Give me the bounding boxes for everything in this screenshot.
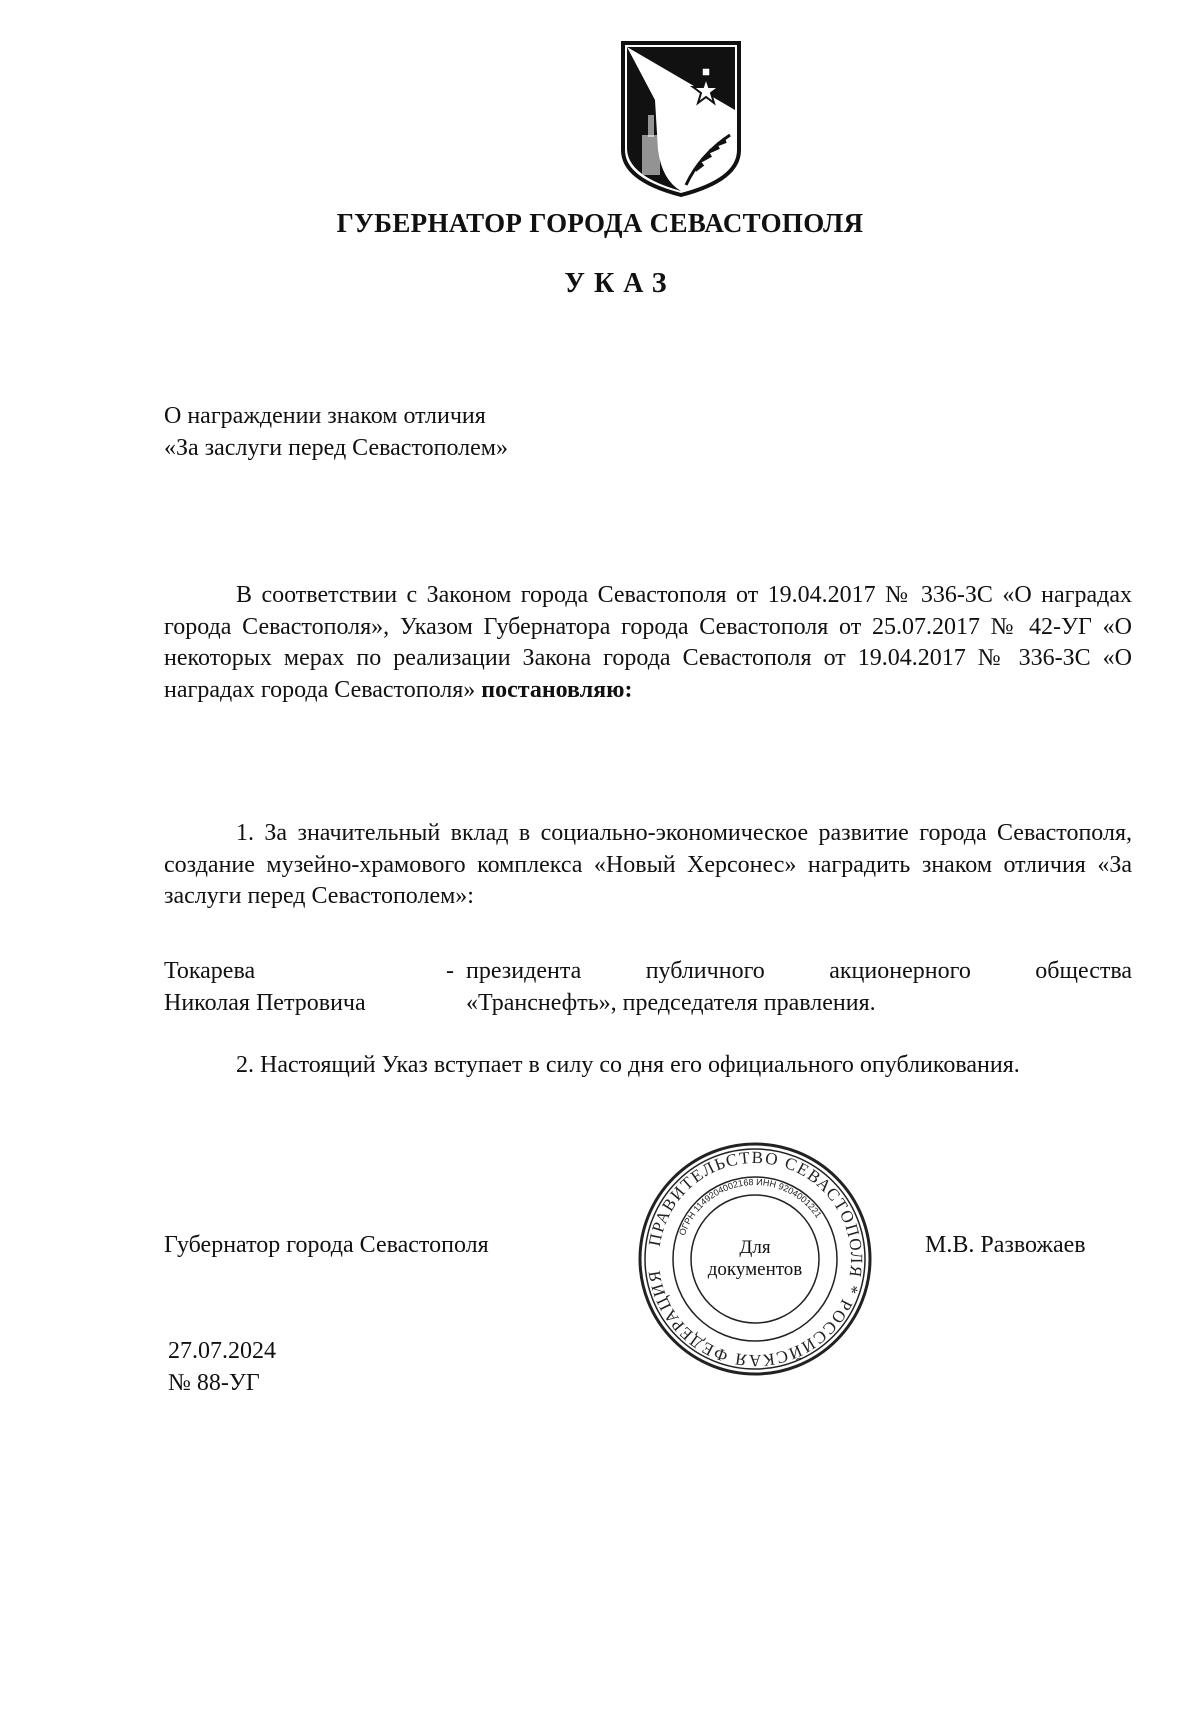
document-type-title: УКАЗ [564, 268, 676, 299]
clause-2-text: 2. Настоящий Указ вступает в силу со дня его официального опубликования. [236, 1052, 1020, 1078]
clause-1-text: 1. За значительный вклад в социально-экономическое развитие города Севастополя, создание музейно-храмового комплекса «Новый Херсонес» наградить знаком отличия «За заслуги перед Севастополем»: [164, 820, 1132, 909]
coat-of-arms-emblem [620, 40, 742, 198]
awardee-name [164, 955, 444, 1019]
position-word: акционерного [829, 958, 971, 984]
awardee-given-names: Николая Петровича [164, 990, 366, 1016]
position-word: президента [466, 958, 582, 984]
position-word: общества [1035, 958, 1132, 984]
document-date-number [168, 1335, 276, 1399]
seal-center-line-2: документов [707, 1259, 803, 1280]
document-number: № 88-УГ [168, 1370, 260, 1396]
signatory-name: М.В. Развожаев [925, 1232, 1086, 1258]
subject-line-1: О награждении знаком отличия [164, 403, 486, 429]
position-word: публичного [645, 958, 765, 984]
awardee-position [466, 955, 1132, 1019]
signatory-title: Губернатор города Севастополя [164, 1232, 489, 1258]
decree-subject [164, 400, 764, 464]
preamble-paragraph [164, 580, 1132, 706]
official-seal [636, 1140, 874, 1378]
awardee-position-line-2: «Транснефть», председателя правления. [466, 990, 876, 1016]
seal-center-text [636, 1140, 874, 1378]
decree-word: постановляю: [481, 676, 633, 703]
awardee-surname: Токарева [164, 958, 256, 984]
preamble-text: В соответствии с Законом города Севастополя от 19.04.2017 № 336-ЗС «О наградах города Севастополя», Указом Губернатора города Севастополя от 25.07.2017 № 42-УГ «О некоторых мерах по реализации Закона города Севастополя от 19.04.2017 № 336-ЗС «О наградах города Севастополя» [164, 582, 1132, 703]
clause-2 [164, 1050, 1132, 1082]
seal-inner-ring-text: ОГРН 1149204002168 ИНН 9204001221 [677, 1176, 824, 1237]
document-date: 27.07.2024 [168, 1338, 276, 1364]
seal-center-line-1: Для [739, 1237, 771, 1258]
awardee-dash: - [446, 958, 454, 984]
clause-1 [164, 818, 1132, 913]
issuer-title: ГУБЕРНАТОР ГОРОДА СЕВАСТОПОЛЯ [336, 208, 864, 238]
subject-line-2: «За заслуги перед Севастополем» [164, 435, 508, 461]
seal-outer-ring-text: ПРАВИТЕЛЬСТВО СЕВАСТОПОЛЯ * РОССИЙСКАЯ ФЕДЕРАЦИЯ [644, 1147, 867, 1371]
awardee-position-line-1 [466, 955, 1132, 987]
